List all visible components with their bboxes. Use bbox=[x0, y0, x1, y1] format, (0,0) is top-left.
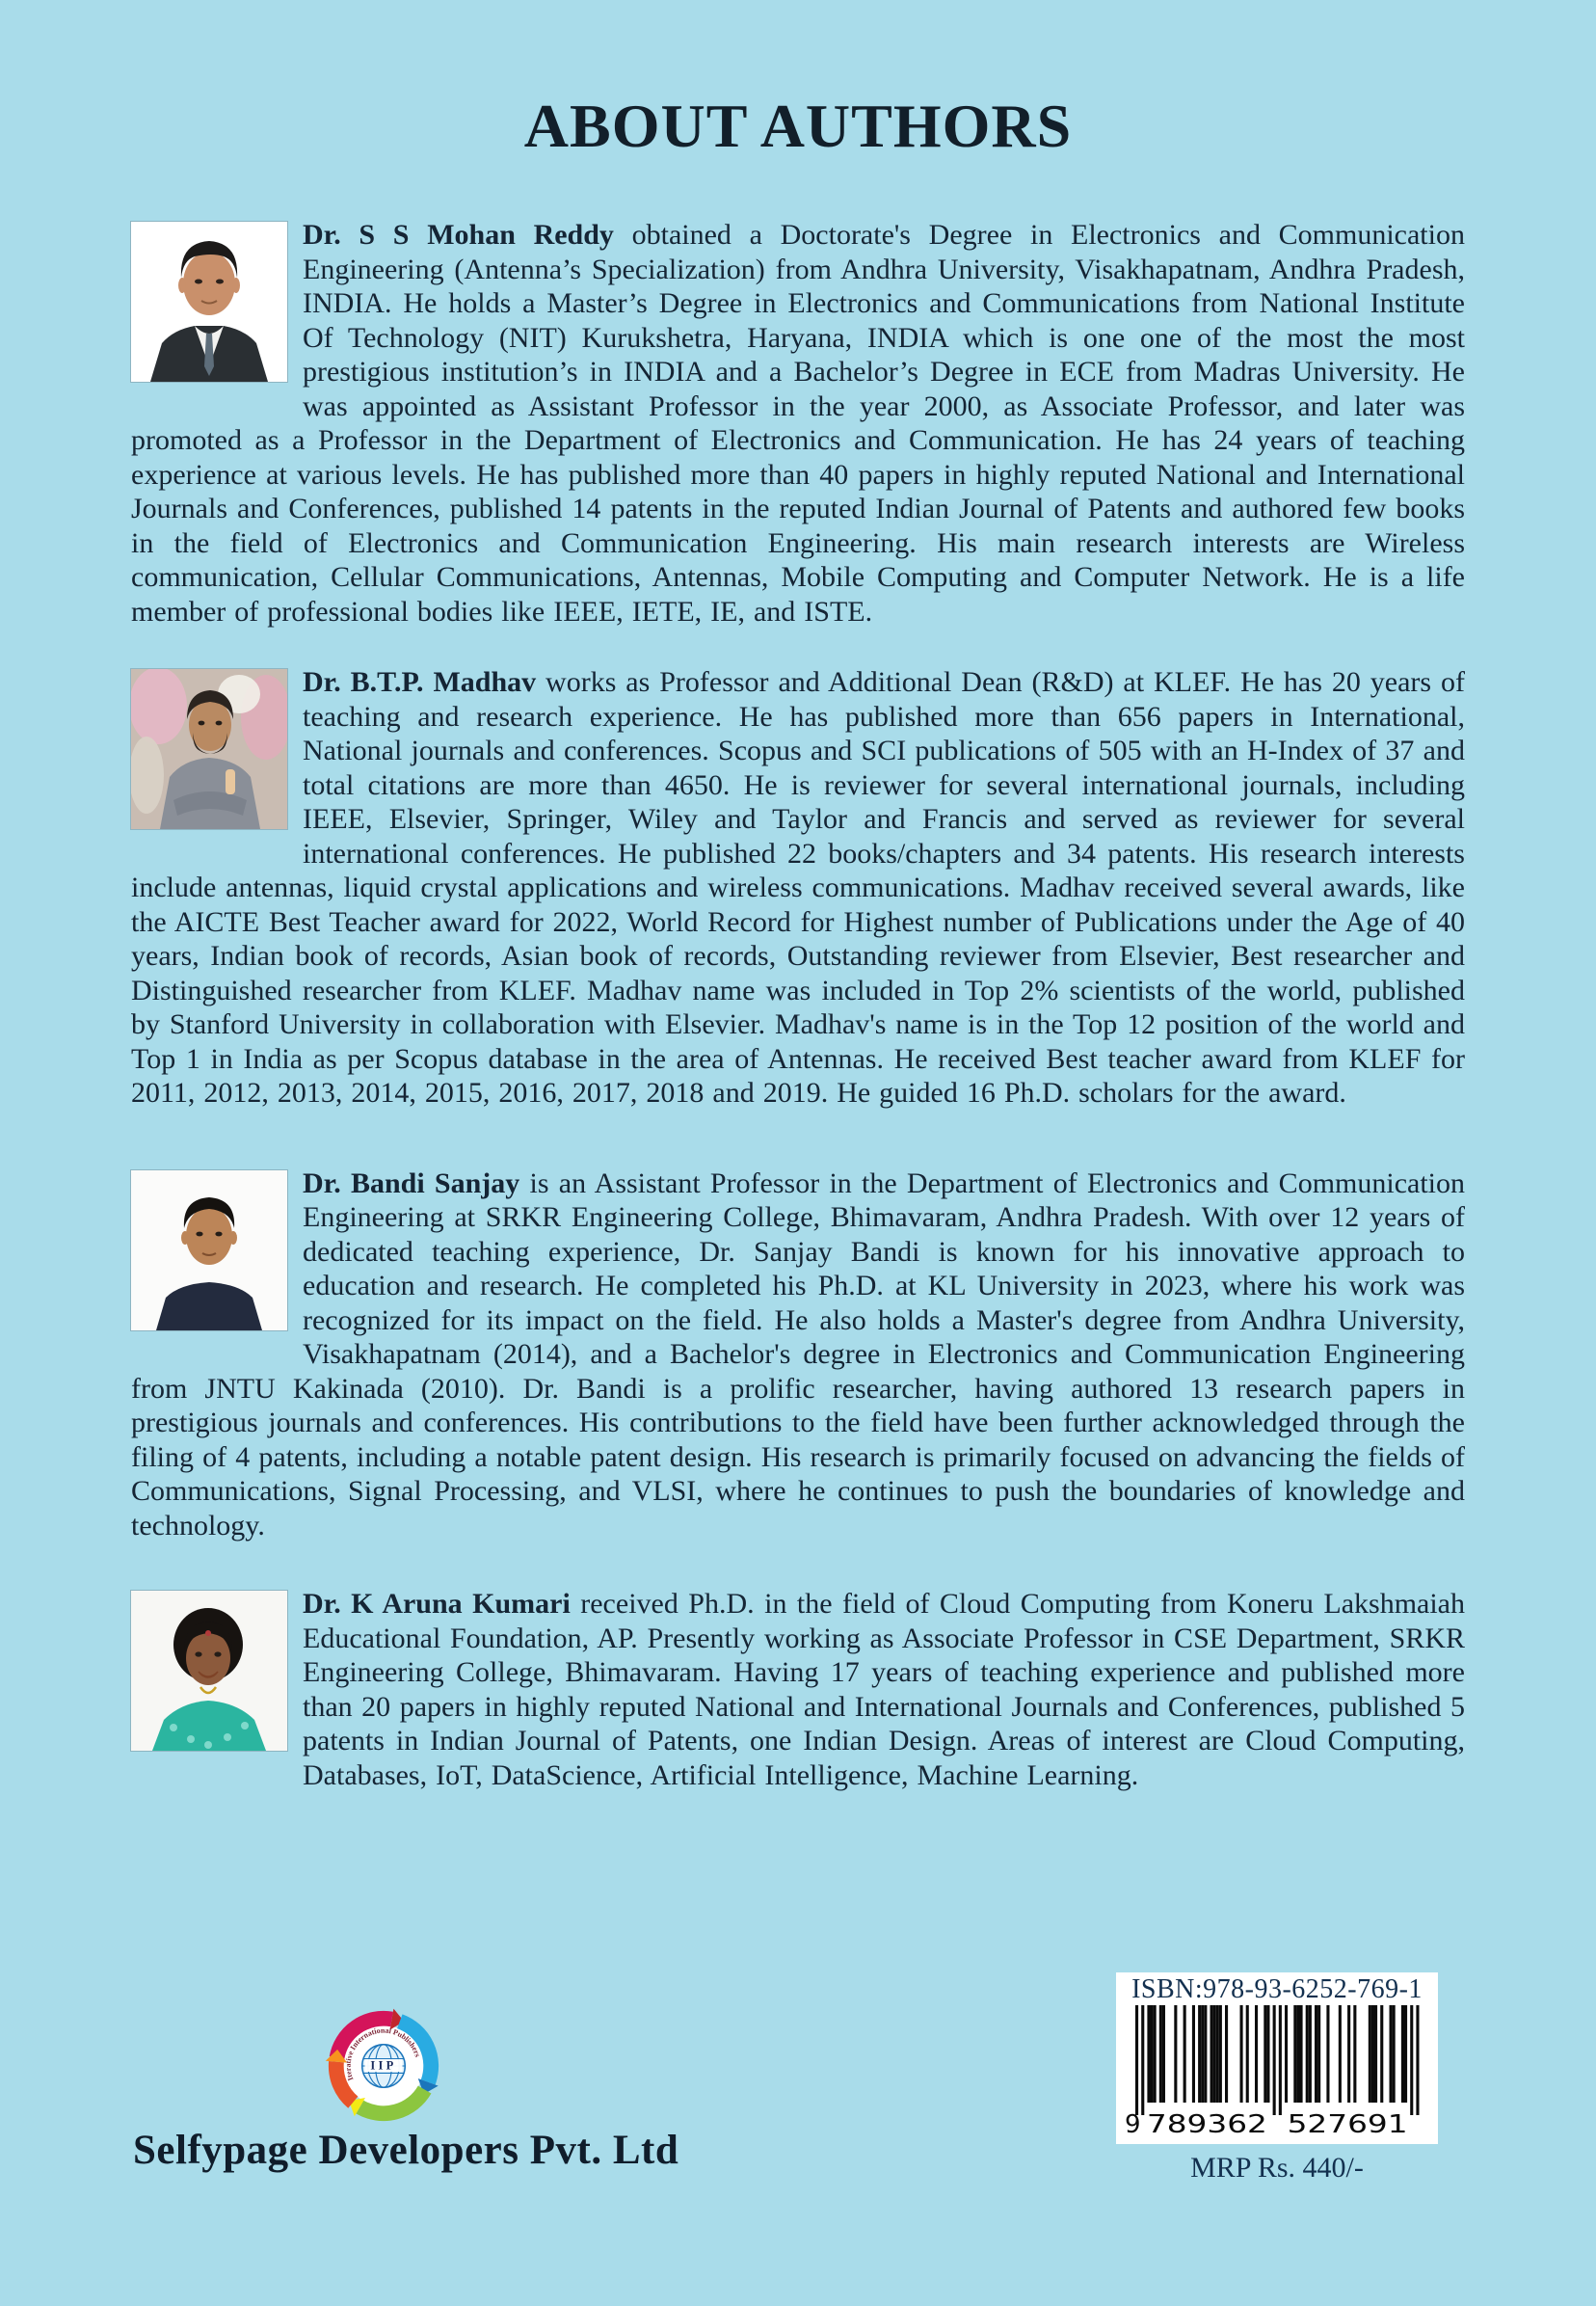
author-bio bbox=[131, 1587, 1465, 1792]
author-section-mohan-reddy bbox=[131, 218, 1465, 629]
publisher-name: Selfypage Developers Pvt. Ltd bbox=[133, 2128, 679, 2173]
author-bio-text: is an Assistant Professor in the Department of Electronics and Communication Engineering at SRKR Engineering College, Bhimavaram, Andhra Pradesh. With over 12 years of dedicated teaching experience, Dr. Sanjay Bandi is known for his innovative approach to education and research. He completed his Ph.D. at KL University in 2023, where his work was recognized for its impact on the field. He also holds a Master's degree from Andhra University, Visakhapatnam (2014), and a Bachelor's degree in Electronics and Communication Engineering from JNTU Kakinada (2010). Dr. Bandi is a prolific researcher, having authored 13 research papers in prestigious journals and conferences. His contributions to the field have been further acknowledged through the filing of 4 patents, including a notable patent design. His research is primarily focused on advancing the fields of Communications, Signal Processing, and VLSI, where he continues to push the boundaries of knowledge and technology. bbox=[131, 1166, 1466, 1542]
author-bio bbox=[131, 1166, 1465, 1543]
portrait-man-suit-icon bbox=[131, 222, 287, 382]
iip-logo-icon bbox=[321, 2003, 446, 2129]
svg-text:527691: 527691 bbox=[1287, 2110, 1408, 2139]
author-photo-aruna-kumari bbox=[131, 1591, 287, 1751]
portrait-young-man-icon bbox=[131, 1170, 287, 1330]
author-name: Dr. S S Mohan Reddy bbox=[303, 219, 614, 251]
author-name: Dr. K Aruna Kumari bbox=[303, 1588, 571, 1620]
author-bio-text: works as Professor and Additional Dean (R&D) at KLEF. He has 20 years of teaching and research experience. He has published more than 656 papers in International, National journals and conferences. Scopus and SCI publications of 505 with an H-Index of 37 and total citations are more than 4650. He is reviewer for several international journals, including IEEE, Elsevier, Springer, Wiley and Taylor and Francis and served as reviewer for several international conferences. He published 22 books/chapters and 34 patents. His research interests include antennas, liquid crystal applications and wireless communications. Madhav received several awards, like the AICTE Best Teacher award for 2022, World Record for Highest number of Publications under the Age of 40 years, Indian book of records, Asian book of records, Outstanding reviewer from Elsevier, Best researcher and Distinguished researcher from KLEF. Madhav name was included in Top 2% scientists of the world, published by Stanford University in collaboration with Elsevier. Madhav's name is in the Top 12 position of the world and Top 1 in India as per Scopus database in the area of Antennas. He received Best teacher award from KLEF for 2011, 2012, 2013, 2014, 2015, 2016, 2017, 2018 and 2019. He guided 16 Ph.D. scholars for the award. bbox=[131, 666, 1465, 1109]
author-name: Dr. Bandi Sanjay bbox=[303, 1166, 520, 1199]
author-photo-bandi-sanjay bbox=[131, 1170, 287, 1330]
author-section-bandi-sanjay bbox=[131, 1166, 1465, 1543]
author-section-aruna-kumari bbox=[131, 1587, 1465, 1792]
author-bio-text: received Ph.D. in the field of Cloud Computing from Koneru Lakshmaiah Educational Foundation, AP. Presently working as Associate Professor in CSE Department, SRKR Engineering College, Bhimavaram. Having 17 years of teaching experience and published more than 20 papers in highly reputed National and International Journals and Conferences, published 5 patents in Indian Journal of Patents, one Indian Design. Areas of interest are Cloud Computing, Databases, IoT, DataScience, Artificial Intelligence, Machine Learning. bbox=[303, 1588, 1465, 1791]
portrait-woman-teal-dress-icon bbox=[131, 1591, 287, 1751]
author-name: Dr. B.T.P. Madhav bbox=[303, 666, 537, 698]
svg-text:789362: 789362 bbox=[1146, 2110, 1267, 2139]
portrait-man-conference-icon bbox=[131, 669, 287, 829]
logo-ring-text: Iterative International Publishers bbox=[343, 2025, 422, 2082]
isbn-barcode-panel bbox=[1116, 1972, 1438, 2144]
author-bio bbox=[131, 218, 1465, 629]
author-section-madhav bbox=[131, 665, 1465, 1111]
svg-text:9: 9 bbox=[1125, 2110, 1141, 2139]
mrp-price: MRP Rs. 440/- bbox=[1190, 2152, 1364, 2184]
author-photo-mohan-reddy bbox=[131, 222, 287, 382]
isbn-number: ISBN:978-93-6252-769-1 bbox=[1131, 1974, 1423, 2004]
author-bio-text: obtained a Doctorate's Degree in Electronics and Communication Engineering (Antenna’s Specialization) from Andhra University, Visakhapatnam, Andhra Pradesh, INDIA. He holds a Master’s Degree in Electronics and Communications from National Institute Of Technology (NIT) Kurukshetra, Haryana, INDIA which is one one of the most the most prestigious institution’s in INDIA and a Bachelor’s Degree in ECE from Madras University. He was appointed as Assistant Professor in the year 2000, as Associate Professor, and later was promoted as a Professor in the Department of Electronics and Communication. He has 24 years of teaching experience at various levels. He has published more than 40 papers in highly reputed National and International Journals and Conferences, published 14 patents in the reputed Indian Journal of Patents and authored few books in the field of Electronics and Communication Engineering. His main research interests are Wireless communication, Cellular Communications, Antennas, Mobile Computing and Computer Network. He is a life member of professional bodies like IEEE, IETE, IE, and ISTE. bbox=[131, 219, 1465, 628]
author-bio bbox=[131, 665, 1465, 1111]
iip-monogram: IIP bbox=[370, 2058, 397, 2073]
author-photo-madhav bbox=[131, 669, 287, 829]
publisher-logo bbox=[321, 2003, 446, 2129]
authors-content bbox=[131, 218, 1465, 1792]
page-title: ABOUT AUTHORS bbox=[523, 92, 1073, 160]
ean13-barcode bbox=[1118, 2005, 1436, 2140]
